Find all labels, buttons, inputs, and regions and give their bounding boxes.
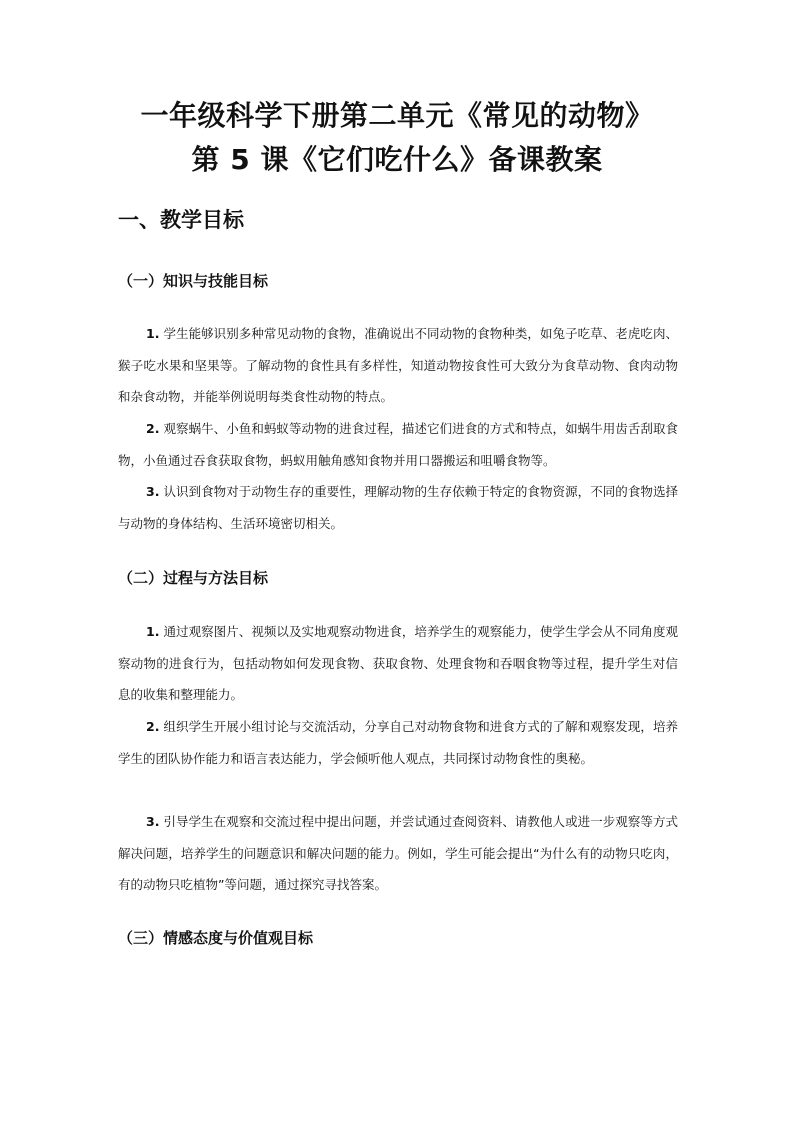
subsection-heading-emotion-values: （三）情感态度与价值观目标: [118, 929, 314, 947]
item-number: 2.: [146, 421, 160, 436]
subsection-heading-knowledge-skills: （一）知识与技能目标: [118, 272, 269, 290]
paragraph-process-1: [118, 616, 678, 711]
item-number: 1.: [146, 326, 160, 341]
paragraph-text: 通过观察图片、视频以及实地观察动物进食，培养学生的观察能力，使学生学会从不同角度观察动物的进食行为，包括动物如何发现食物、获取食物、处理食物和吞咽食物等过程，提升学生对信息的收集和整理能力。: [118, 624, 678, 702]
item-number: 1.: [146, 624, 160, 639]
item-number: 3.: [146, 814, 160, 829]
paragraph-text: 观察蜗牛、小鱼和蚂蚁等动物的进食过程，描述它们进食的方式和特点，如蜗牛用齿舌刮取食物，小鱼通过吞食获取食物，蚂蚁用触角感知食物并用口器搬运和咀嚼食物等。: [118, 421, 678, 468]
paragraph-text: 认识到食物对于动物生存的重要性，理解动物的生存依赖于特定的食物资源，不同的食物选择与动物的身体结构、生活环境密切相关。: [118, 484, 678, 531]
section-heading-teaching-goals: 一、教学目标: [118, 208, 244, 232]
paragraph-knowledge-3: [118, 476, 678, 539]
document-title-line1: 一年级科学下册第二单元《常见的动物》: [140, 99, 654, 132]
paragraph-process-2: [118, 711, 678, 774]
subsection-heading-process-methods: （二）过程与方法目标: [118, 569, 269, 587]
paragraph-text: 学生能够识别多种常见动物的食物，准确说出不同动物的食物种类，如兔子吃草、老虎吃肉、猴子吃水果和坚果等。了解动物的食性具有多样性，知道动物按食性可大致分为食草动物、食肉动物和杂食动物，并能举例说明每类食性动物的特点。: [118, 326, 678, 404]
item-number: 2.: [146, 719, 160, 734]
paragraph-knowledge-1: [118, 318, 678, 413]
paragraph-knowledge-2: [118, 413, 678, 476]
paragraph-text: 引导学生在观察和交流过程中提出问题，并尝试通过查阅资料、请教他人或进一步观察等方式解决问题，培养学生的问题意识和解决问题的能力。例如，学生可能会提出“为什么有的动物只吃肉，有的动物只吃植物”等问题，通过探究寻找答案。: [118, 814, 678, 892]
document-title-line2: 第 5 课《它们吃什么》备课教案: [191, 143, 603, 176]
paragraph-text: 组织学生开展小组讨论与交流活动，分享自己对动物食物和进食方式的了解和观察发现，培养学生的团队协作能力和语言表达能力，学会倾听他人观点，共同探讨动物食性的奥秘。: [118, 719, 678, 766]
paragraph-process-3: [118, 806, 678, 901]
item-number: 3.: [146, 484, 160, 499]
